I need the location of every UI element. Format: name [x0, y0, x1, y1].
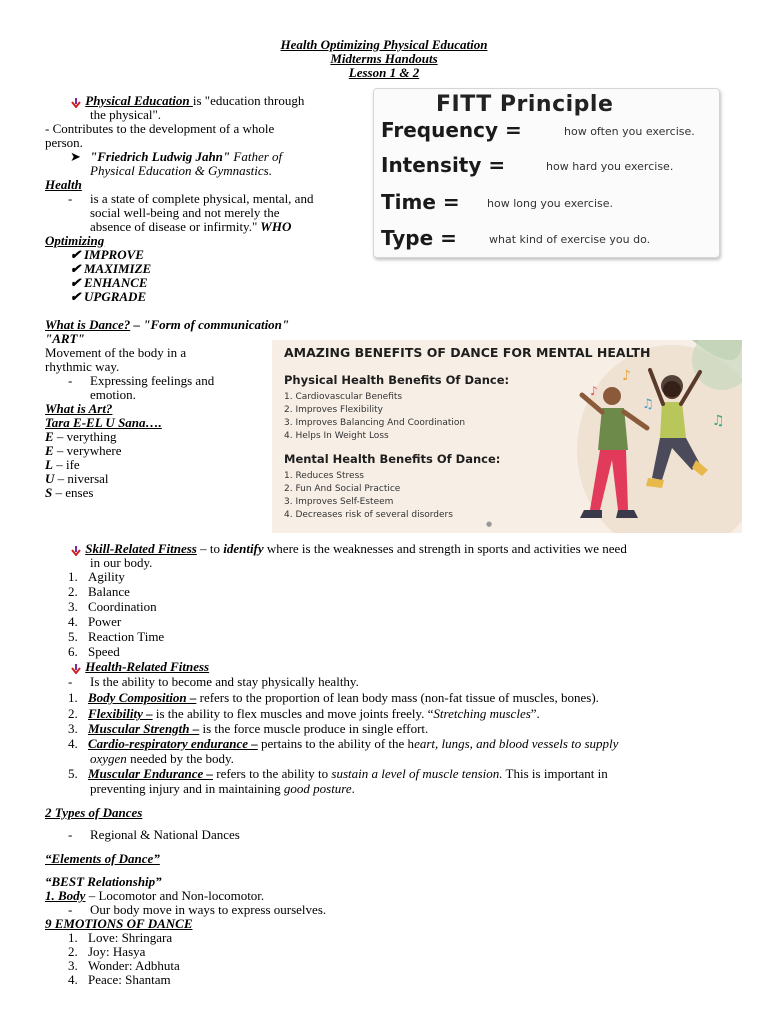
acrostic-rest: – verywhere — [53, 443, 122, 458]
hf-item-muscular-strength — [68, 722, 428, 736]
hf-tail: This is important in — [502, 766, 608, 781]
contrib-1: - Contributes to the development of a whole — [45, 121, 275, 136]
hf-rest: needed by the body. — [126, 751, 234, 766]
mental-heading: Mental Health Benefits Of Dance: — [284, 452, 501, 466]
hf-ital: oxygen — [90, 751, 127, 766]
acrostic-rest: – verything — [53, 429, 117, 444]
doc-subtitle: Midterms Handouts — [330, 51, 438, 66]
check-item-enhance — [70, 276, 148, 290]
health-label: Health — [45, 177, 82, 192]
dance-answer: "Form of communication" — [143, 317, 290, 332]
hf-item-cardio — [68, 737, 618, 751]
checkmark-icon: ✔ — [70, 289, 81, 304]
acrostic-letter: E — [45, 443, 54, 458]
emotion-item: 2. Joy: Hasya — [68, 944, 146, 959]
hf-ital: Stretching muscles — [433, 706, 531, 721]
body-sub-dash: - — [68, 902, 73, 917]
dance-benefits-infographic — [272, 340, 742, 533]
emotion-label: Peace: Shantam — [88, 972, 171, 987]
optimizing-label: Optimizing — [45, 233, 105, 248]
express-1: Expressing feelings and — [90, 373, 215, 388]
mental-item: 2. Fun And Social Practice — [284, 484, 401, 494]
dance-question-line — [45, 318, 289, 332]
footer-logo-icon: ● — [486, 520, 493, 528]
acrostic-everything — [45, 430, 117, 444]
pe-def-2: the physical". — [90, 107, 162, 122]
art-label: "ART" — [45, 331, 85, 346]
mental-item: 3. Improves Self-Esteem — [284, 497, 394, 507]
types-heading: 2 Types of Dances — [45, 805, 143, 820]
skill-line — [70, 542, 627, 556]
svg-text:♪: ♪ — [622, 368, 631, 384]
skill-rest-2: in our body. — [90, 555, 153, 570]
emotion-label: Joy: Hasya — [88, 944, 146, 959]
express-2: emotion. — [90, 387, 136, 402]
skill-term: Skill-Related Fitness — [85, 541, 197, 556]
emotion-label: Wonder: Adbhuta — [88, 958, 180, 973]
fitt-desc-time: how long you exercise. — [487, 197, 614, 210]
hf-num: 1. — [68, 690, 78, 705]
body-line — [45, 889, 264, 903]
hf-rest: refers to the ability to — [212, 766, 332, 781]
emotion-item: 3. Wonder: Adbhuta — [68, 958, 180, 973]
acrostic-letter: L — [45, 457, 53, 472]
body-sub: Our body move in ways to express ourselves. — [90, 902, 327, 917]
skill-item-label: Coordination — [88, 599, 157, 614]
fitt-term-frequency: Frequency = — [381, 118, 522, 142]
hf-dash: - — [68, 674, 73, 689]
arrowhead-bullet-icon: ➤ — [70, 149, 81, 164]
skill-item-label: Speed — [88, 644, 120, 659]
movement-1: Movement of the body in a — [45, 345, 187, 360]
arrow-bullet-icon — [70, 545, 82, 555]
checkmark-icon: ✔ — [70, 275, 81, 290]
hf-num: 4. — [68, 736, 78, 751]
hf-rest: refers to the proportion of lean body mass (non-fat tissue of muscles, bones). — [196, 690, 599, 705]
skill-item: 6. Speed — [68, 644, 120, 659]
hf-num: 5. — [68, 766, 78, 781]
jahn-name: "Friedrich Ludwig Jahn" — [90, 149, 231, 164]
check-item-maximize — [70, 262, 151, 276]
art-question: What is Art? — [45, 401, 113, 416]
health-def-3 — [90, 220, 291, 234]
acrostic-senses — [45, 486, 93, 500]
hf-rest: pertains to the ability of the h — [257, 736, 415, 751]
tara-line: Tara E-EL U Sana…. — [45, 415, 162, 430]
health-fitness-term: Health-Related Fitness — [85, 659, 210, 674]
doc-title: Health Optimizing Physical Education — [280, 37, 488, 52]
acrostic-letter: U — [45, 471, 55, 486]
body-rest: – Locomotor and Non-locomotor. — [85, 888, 265, 903]
health-def-2: social well-being and not merely the — [90, 205, 280, 220]
best-heading: “BEST Relationship” — [45, 874, 162, 889]
svg-text:♫: ♫ — [642, 397, 654, 412]
skill-item: 2. Balance — [68, 584, 130, 599]
types-dash: - — [68, 827, 73, 842]
fitt-desc-frequency: how often you exercise. — [564, 125, 695, 138]
skill-identify: identify — [223, 541, 264, 556]
check-label: ENHANCE — [84, 275, 148, 290]
doc-lesson: Lesson 1 & 2 — [348, 65, 420, 80]
physical-item: 2. Improves Flexibility — [284, 405, 383, 415]
hf-item-muscular-endurance — [68, 767, 608, 781]
acrostic-life — [45, 458, 80, 472]
hf-num: 3. — [68, 721, 78, 736]
hf-def: Is the ability to become and stay physically healthy. — [90, 674, 359, 689]
hf-term: Body Composition – — [88, 690, 197, 705]
hf-rest: is the force muscle produce in single effort. — [199, 721, 429, 736]
acrostic-letter: S — [45, 485, 53, 500]
hf-tail: . — [351, 781, 355, 796]
health-dash: - — [68, 191, 73, 206]
elements-heading: “Elements of Dance” — [45, 851, 160, 866]
svg-text:♪: ♪ — [590, 384, 598, 398]
hf-ital: good posture — [283, 781, 352, 796]
hf-ital: sustain a level of muscle tension. — [331, 766, 503, 781]
body-label: 1. Body — [45, 888, 86, 903]
fitt-term-type: Type = — [381, 226, 457, 250]
skill-item: 1. Agility — [68, 569, 125, 584]
acrostic-everywhere — [45, 444, 122, 458]
checkmark-icon: ✔ — [70, 261, 81, 276]
benefits-title: AMAZING BENEFITS OF DANCE FOR MENTAL HEALTH — [284, 345, 651, 360]
jahn-rest: Father of — [230, 149, 283, 164]
hf-term: Muscular Strength – — [88, 721, 200, 736]
fitt-desc-type: what kind of exercise you do. — [489, 233, 651, 246]
dancers-illustration — [562, 360, 742, 533]
pe-def: is "education through — [192, 93, 305, 108]
fitt-title: FITT Principle — [436, 92, 614, 117]
check-label: MAXIMIZE — [84, 261, 152, 276]
health-def-1: is a state of complete physical, mental, and — [90, 191, 314, 206]
skill-item-label: Balance — [88, 584, 130, 599]
hf-item-body-composition — [68, 691, 599, 705]
arrow-bullet-icon — [70, 663, 82, 673]
contrib-2: person. — [45, 135, 83, 150]
checkmark-icon: ✔ — [70, 247, 81, 262]
physical-item: 1. Cardiovascular Benefits — [284, 392, 403, 402]
hf-term: Muscular Endurance – — [88, 766, 213, 781]
jahn-rest-2: Physical Education & Gymnastics. — [90, 163, 272, 178]
hf-term: Cardio-respiratory endurance – — [88, 736, 258, 751]
types-item: Regional & National Dances — [90, 827, 240, 842]
express-dash: - — [68, 373, 73, 388]
hf-tail: ”. — [530, 706, 540, 721]
hf-term: Flexibility – — [88, 706, 153, 721]
fitt-term-intensity: Intensity = — [381, 153, 506, 177]
hf-num: 2. — [68, 706, 78, 721]
dance-question: What is Dance? — [45, 317, 131, 332]
check-item-improve — [70, 248, 144, 262]
acrostic-rest: – ife — [52, 457, 80, 472]
skill-item: 3. Coordination — [68, 599, 157, 614]
physical-item: 4. Helps In Weight Loss — [284, 431, 389, 441]
physical-heading: Physical Health Benefits Of Dance: — [284, 373, 510, 387]
emotion-label: Love: Shringara — [88, 930, 173, 945]
hf-item-cardio-2 — [90, 752, 234, 766]
skill-item-label: Reaction Time — [88, 629, 165, 644]
skill-item-label: Agility — [88, 569, 125, 584]
skill-item-label: Power — [88, 614, 122, 629]
health-fitness-line — [70, 660, 209, 674]
emotion-item: 1. Love: Shringara — [68, 930, 173, 945]
skill-rest: where is the weaknesses and strength in sports and activities we need — [263, 541, 627, 556]
emotion-item: 4. Peace: Shantam — [68, 972, 171, 987]
hf-rest: preventing injury and in maintaining — [90, 781, 284, 796]
fitt-term-time: Time = — [381, 190, 460, 214]
check-label: IMPROVE — [84, 247, 144, 262]
check-label: UPGRADE — [84, 289, 147, 304]
arrow-bullet-icon — [70, 97, 82, 107]
health-def-3-text: absence of disease or infirmity." — [90, 219, 258, 234]
skill-item: 4. Power — [68, 614, 122, 629]
dance-dash: – — [130, 317, 144, 332]
skill-item: 5. Reaction Time — [68, 629, 165, 644]
health-who: WHO — [257, 219, 292, 234]
pe-term: Physical Education — [85, 93, 193, 108]
svg-text:♫: ♫ — [712, 413, 725, 429]
fitt-desc-intensity: how hard you exercise. — [546, 160, 674, 173]
skill-dash: – to — [196, 541, 224, 556]
physical-item: 3. Improves Balancing And Coordination — [284, 418, 466, 428]
acrostic-universal — [45, 472, 109, 486]
pe-line — [70, 94, 304, 108]
hf-item-muscular-endurance-2 — [90, 782, 355, 796]
acrostic-rest: – enses — [52, 485, 94, 500]
fitt-principle-card — [373, 88, 720, 258]
acrostic-letter: E — [45, 429, 54, 444]
hf-rest: is the ability to flex muscles and move joints freely. “ — [152, 706, 434, 721]
jahn-line — [70, 150, 282, 164]
mental-item: 4. Decreases risk of several disorders — [284, 510, 453, 520]
mental-item: 1. Reduces Stress — [284, 471, 364, 481]
hf-item-flexibility — [68, 707, 540, 721]
hf-ital: eart, lungs, and blood vessels to supply — [414, 736, 619, 751]
emotions-heading: 9 EMOTIONS OF DANCE — [45, 916, 193, 931]
movement-2: rhythmic way. — [45, 359, 120, 374]
check-item-upgrade — [70, 290, 146, 304]
acrostic-rest: – niversal — [54, 471, 109, 486]
